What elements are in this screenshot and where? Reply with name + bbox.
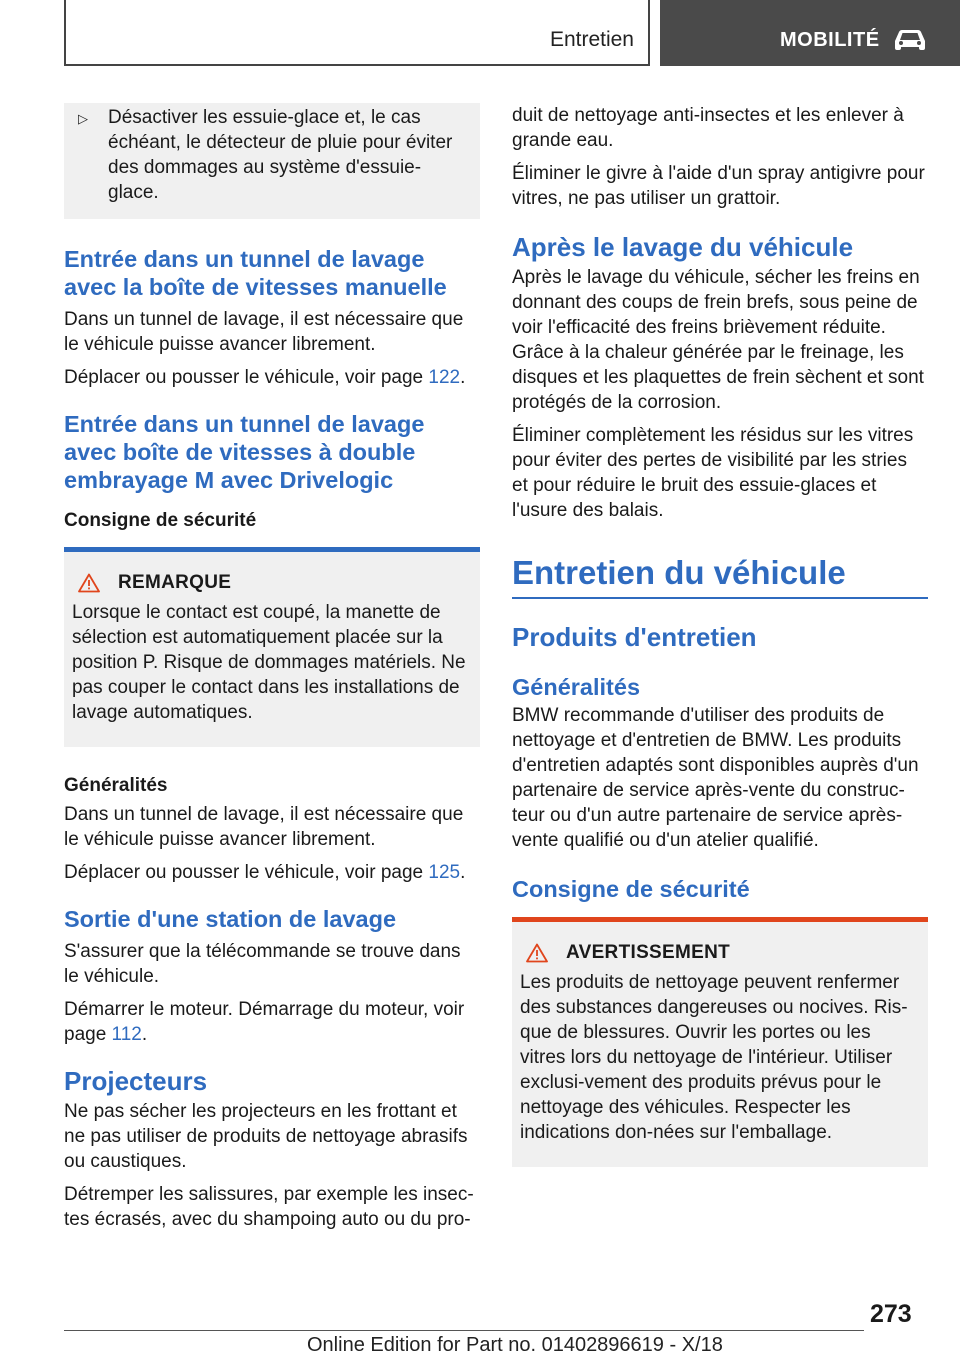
right-column [512,103,928,1167]
heading-headlights: Projecteurs [64,1066,208,1096]
step-marker: ▷ [78,111,88,126]
paragraph: Déplacer ou pousser le véhicule, voir page 125. [64,862,466,883]
paragraph: BMW recommande d'utiliser des produits de nettoyage et d'entretien de BMW. Les produits d'entretien adaptés sont disponibles auprès d'un partenaire de service après-vente du construc-teur ou d'un autre partenaire de service après-vente qualifié ou d'un atelier qualifié. [512,705,919,851]
step-box [64,103,480,219]
subheading-safety: Consigne de sécurité [64,510,257,531]
edition-text: Online Edition for Part no. 01402896619 - X/18 [307,1334,723,1356]
car-icon [892,28,928,52]
warning-triangle-icon [526,943,548,963]
warning-title: AVERTISSEMENT [566,942,731,963]
heading-exit-wash: Sortie d'une station de lavage [64,906,397,932]
notice-text: Lorsque le contact est coupé, la manette de sélection est automatiquement placée sur la position P. Risque de dommages matériels. Ne pas couper le contact dans les installations de lavage automatiques. [72,602,466,723]
notice-box [64,547,480,747]
paragraph: Dans un tunnel de lavage, il est nécessaire que le véhicule puisse avancer librement. [64,309,464,355]
page-link[interactable]: 125 [428,862,461,883]
paragraph: Démarrer le moteur. Démarrage du moteur, voir page 112. [64,999,465,1045]
heading-after-wash: Après le lavage du véhicule [512,232,854,262]
section-title: Entretien [549,28,634,51]
chapter-title: MOBILITÉ [780,29,880,51]
subheading-general: Généralités [64,775,168,796]
paragraph: Dans un tunnel de lavage, il est nécessaire que le véhicule puisse avancer librement. [64,804,464,850]
warning-text: Les produits de nettoyage peuvent renfermer des substances dangereuses ou nocives. Ris-que de blessures. Ouvrir les portes ou les vitres lors du nettoyage de l'intérieur. Utiliser exclusi-vement des produits prévus pour le nettoyage des véhicules. Respecter les indications don-nées sur l'emballage. [520,972,908,1143]
chapter-heading: Entretien du véhicule [512,553,928,599]
heading-safety: Consigne de sécurité [512,876,750,902]
header-section-box [64,0,650,66]
footer-divider [64,1330,864,1331]
heading-manual-gearbox: Entrée dans un tunnel de lavage avec la boîte de vitesses manuelle [64,246,447,300]
paragraph: Ne pas sécher les projecteurs en les frottant et ne pas utiliser de produits de nettoyage abrasifs ou caustiques. [64,1101,468,1172]
notice-title: REMARQUE [118,572,232,593]
paragraph: Éliminer le givre à l'aide d'un spray antigivre pour vitres, ne pas utiliser un grattoir. [512,163,925,209]
page-link[interactable]: 122 [428,367,461,388]
left-column [64,103,480,1240]
warning-box [512,917,928,1167]
warning-triangle-icon [78,573,100,593]
paragraph: Déplacer ou pousser le véhicule, voir page 122. [64,367,466,388]
paragraph: Détremper les salissures, par exemple les insec-tes écrasés, avec du shampoing auto ou du pro- [64,1184,474,1230]
paragraph: S'assurer que la télécommande se trouve dans le véhicule. [64,941,461,987]
header-chapter-box [660,0,960,66]
step-text: Désactiver les essuie-glace et, le cas échéant, le détecteur de pluie pour éviter des dommages au système d'essuie-glace. [108,107,453,203]
paragraph: duit de nettoyage anti-insectes et les enlever à grande eau. [512,105,904,151]
paragraph: Après le lavage du véhicule, sécher les freins en donnant des coups de frein brefs, sous peine de voir l'efficacité des freins brièvement réduite. Grâce à la chaleur générée par le freinage, les disques et les plaquettes de frein sèchent et sont protégés de la corrosion. [512,267,924,413]
page-link[interactable]: 112 [111,1024,142,1045]
heading-general: Généralités [512,674,641,700]
heading-care-products: Produits d'entretien [512,622,757,652]
heading-dct-gearbox: Entrée dans un tunnel de lavage avec boîte de vitesses à double embrayage M avec Drivelogic [64,411,425,493]
paragraph: Éliminer complètement les résidus sur les vitres pour éviter des pertes de visibilité par les stries et pour réduire le bruit des essuie-glaces et l'usure des balais. [512,425,914,521]
page-number: 273 [870,1300,912,1328]
